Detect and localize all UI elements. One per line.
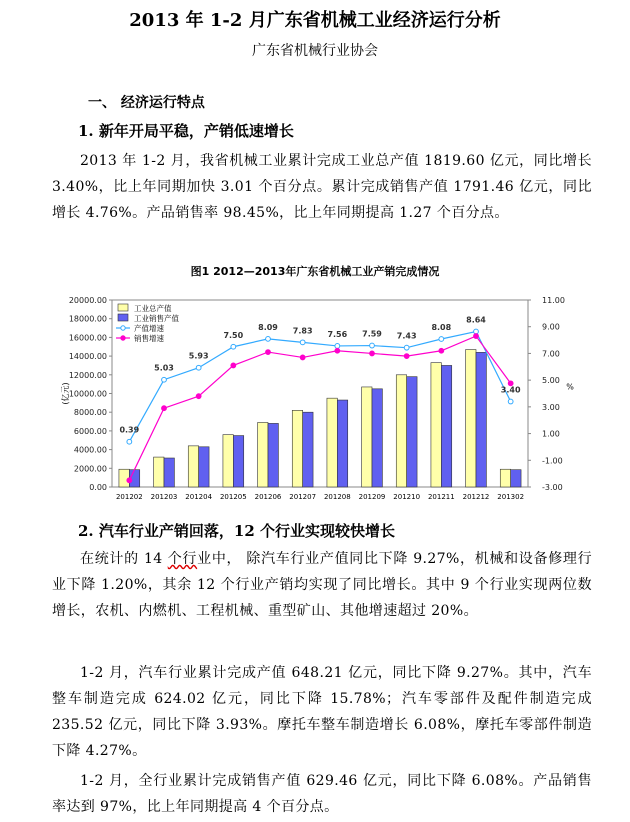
point-output-growth	[508, 399, 513, 404]
legend-swatch	[118, 314, 128, 321]
bar-total-output	[154, 457, 164, 487]
legend-label: 产值增速	[134, 324, 164, 333]
paragraph-2	[52, 546, 592, 624]
legend-marker	[121, 336, 125, 340]
legend-label: 销售增速	[134, 334, 164, 343]
y-axis-label: (亿元)	[61, 382, 70, 405]
y-tick-label: 18000.00	[68, 314, 107, 324]
line-sales-growth	[129, 336, 510, 480]
x-tick-label: 201207	[289, 493, 317, 501]
point-output-growth	[266, 336, 271, 341]
bar-sales-output	[268, 423, 278, 487]
y2-tick-label: 7.00	[542, 349, 560, 359]
point-sales-growth	[196, 394, 201, 399]
x-tick-label: 201302	[497, 493, 525, 501]
y2-tick-label: 5.00	[542, 376, 560, 386]
x-tick-label: 201210	[393, 493, 421, 501]
y-tick-label: 8000.00	[73, 408, 107, 418]
paragraph-1: 2013 年 1-2 月，我省机械工业累计完成工业总产值 1819.60 亿元，同比增长 3.40%，比上年同期加快 3.01 个百分点。累计完成销售产值 1791.46 亿元，同比增长 4.76%。产品销售率 98.45%，比上年同期提高 1.27 个百分点。	[52, 153, 592, 221]
x-tick-label: 201204	[185, 493, 213, 501]
point-output-growth	[127, 439, 132, 444]
y-tick-label: 0.00	[89, 483, 107, 492]
bar-sales-output	[476, 352, 486, 487]
figure-caption: 图1 2012—2013年广东省机械工业产销完成情况	[190, 265, 440, 278]
bar-sales-output	[199, 447, 209, 487]
data-label: 8.08	[431, 323, 452, 333]
point-output-growth	[439, 337, 444, 342]
point-sales-growth	[335, 348, 340, 353]
y2-axis-label: %	[566, 382, 574, 392]
bar-total-output	[258, 422, 268, 487]
y2-tick-label: -1.00	[542, 456, 563, 466]
paragraph-2-part-c: 业中， 除汽车行业产值同比下降 9.27%，机械和设备修理行业下降 1.20%，其余 12 个行业产销均实现了同比增长。其中 9 个行业实现两位数增长，农机、内燃机、工程机械、重型矿山、其他增速超过 20%。	[52, 551, 592, 619]
data-label: 3.40	[500, 385, 521, 395]
paragraph-4: 1-2 月，全行业累计完成销售产值 629.46 亿元，同比下降 6.08%。产品销售率达到 97%，比上年同期提高 4 个百分点。	[52, 773, 592, 815]
y2-tick-label: 9.00	[542, 322, 560, 332]
point-output-growth	[231, 344, 236, 349]
data-label: 8.09	[258, 322, 278, 332]
x-tick-label: 201209	[358, 493, 386, 501]
bar-sales-output	[233, 436, 243, 487]
data-label: 7.83	[292, 326, 313, 336]
y-tick-label: 4000.00	[73, 445, 107, 455]
section-heading: 一、 经济运行特点	[88, 95, 205, 111]
paragraph-2-underlined: 个行	[167, 551, 198, 567]
y-tick-label: 6000.00	[73, 426, 107, 436]
bar-total-output	[500, 469, 510, 487]
y-tick-label: 10000.00	[68, 389, 107, 399]
legend-label: 工业总产值	[134, 304, 172, 313]
point-sales-growth	[404, 354, 409, 359]
point-sales-growth	[162, 406, 167, 411]
point-sales-growth	[266, 350, 271, 355]
legend-label: 工业销售产值	[134, 314, 179, 323]
y2-tick-label: -3.00	[542, 483, 563, 492]
y-tick-label: 12000.00	[68, 370, 107, 380]
bar-total-output	[396, 375, 406, 487]
y-tick-label: 2000.00	[73, 464, 107, 474]
subsection-heading-1: 1. 新年开局平稳，产销低速增长	[78, 122, 294, 140]
x-tick-label: 201203	[150, 493, 178, 501]
point-sales-growth	[439, 348, 444, 353]
subsection-heading-2: 2. 汽车行业产销回落，12 个行业实现较快增长	[78, 522, 395, 540]
organization-name: 广东省机械行业协会	[252, 43, 378, 59]
point-output-growth	[370, 343, 375, 348]
point-sales-growth	[231, 363, 236, 368]
data-label: 8.64	[466, 315, 486, 325]
bar-total-output	[292, 410, 302, 487]
bar-total-output	[327, 398, 337, 487]
x-tick-label: 201206	[254, 493, 282, 501]
y2-tick-label: 1.00	[542, 429, 560, 439]
bar-total-output	[223, 435, 233, 487]
point-output-growth	[335, 344, 340, 349]
data-label: 0.39	[119, 425, 140, 435]
x-tick-label: 201205	[219, 493, 247, 501]
bar-sales-output	[511, 470, 521, 487]
data-label: 5.03	[154, 363, 174, 373]
point-output-growth	[162, 377, 167, 382]
x-tick-label: 201208	[323, 493, 351, 501]
document-title: 2013 年 1-2 月广东省机械工业经济运行分析	[129, 10, 501, 31]
paragraph-3: 1-2 月，汽车行业累计完成产值 648.21 亿元，同比下降 9.27%。其中，汽车整车制造完成 624.02 亿元，同比下降 15.78%；汽车零部件及配件制造完成 235.52 亿元，同比下降 3.93%。摩托车整车制造增长 6.08%，摩托车零部件制造下降 4.27%。	[52, 665, 592, 759]
y-tick-label: 20000.00	[68, 296, 107, 305]
point-sales-growth	[127, 478, 132, 483]
bar-sales-output	[303, 412, 313, 487]
data-label: 7.59	[362, 329, 382, 339]
bar-sales-output	[372, 389, 382, 487]
data-label: 7.50	[223, 330, 244, 340]
legend-marker	[121, 326, 125, 330]
data-label: 5.93	[188, 351, 209, 361]
y-tick-label: 14000.00	[68, 352, 107, 362]
data-label: 7.56	[327, 329, 348, 339]
bar-total-output	[362, 387, 372, 487]
point-output-growth	[300, 340, 305, 345]
y2-tick-label: 3.00	[542, 402, 560, 412]
x-tick-label: 201211	[427, 493, 455, 501]
point-sales-growth	[370, 351, 375, 356]
paragraph-2-part-a: 在统计的 14	[80, 551, 168, 567]
legend-swatch	[118, 304, 128, 311]
point-sales-growth	[300, 355, 305, 360]
point-output-growth	[404, 345, 409, 350]
bar-total-output	[466, 350, 476, 487]
y-tick-label: 16000.00	[68, 333, 107, 343]
point-sales-growth	[474, 334, 479, 339]
bar-sales-output	[407, 377, 417, 487]
y2-tick-label: 11.00	[542, 296, 565, 305]
bar-sales-output	[164, 458, 174, 487]
x-tick-label: 201202	[115, 493, 143, 501]
point-output-growth	[196, 365, 201, 370]
bar-total-output	[188, 446, 198, 487]
bar-total-output	[431, 363, 441, 487]
production-sales-chart	[58, 290, 578, 510]
x-tick-label: 201212	[462, 493, 490, 501]
bar-sales-output	[441, 365, 451, 487]
data-label: 7.43	[396, 331, 417, 341]
bar-sales-output	[337, 400, 347, 487]
